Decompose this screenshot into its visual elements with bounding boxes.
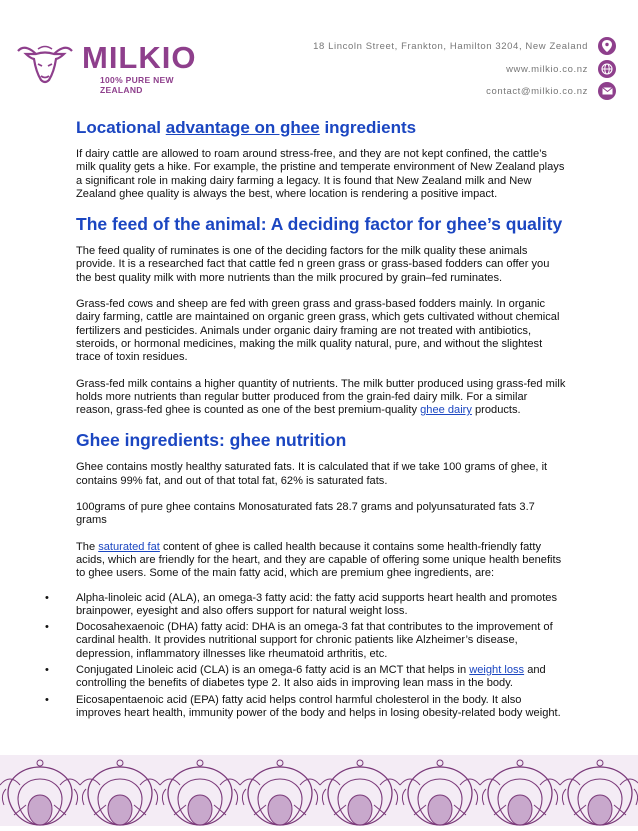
list-item-text: Conjugated Linoleic acid (CLA) is an omega-6 fatty acid is an MCT that helps in: [76, 664, 470, 677]
globe-icon: [598, 60, 616, 78]
paragraph: 100grams of pure ghee contains Monosaturated fats 28.7 grams and polyunsaturated fats 3.7 grams: [76, 501, 535, 527]
heading-text: ingredients: [319, 118, 417, 137]
contact-address: [313, 37, 616, 55]
paragraph: [76, 541, 566, 581]
contact-email[interactable]: [486, 82, 616, 100]
ghee-dairy-link[interactable]: ghee dairy: [420, 404, 472, 417]
page-header: [0, 0, 638, 110]
section-heading-nutrition: Ghee ingredients: ghee nutrition: [76, 430, 347, 451]
location-pin-icon: [598, 37, 616, 55]
list-item: [63, 592, 566, 619]
cow-head-icon: [14, 42, 76, 88]
list-item-text: Docosahexaenoic (DHA) fatty acid: DHA is an omega-3 fat that contributes to the improvement of cardinal health. It provides nutritional support for chronic patients like Alzheimer’s disease, depression, inflammatory illnesses like rheumatoid arthritis, etc.: [76, 621, 553, 660]
mail-icon: [598, 82, 616, 100]
saturated-fat-link[interactable]: saturated fat: [98, 540, 160, 553]
paragraph: Ghee contains mostly healthy saturated fats. It is calculated that if we take 100 grams of ghee, it contains 99% fat, and out of that total fat, 62% is saturated fats.: [76, 461, 548, 487]
list-item: [63, 621, 566, 661]
paragraph: [76, 378, 566, 418]
footer-mandala-border: [0, 755, 638, 826]
paragraph-text: content of ghee is called health because it contains some health-friendly fatty acids, which are friendly for the heart, and they are capable of offering some unique health benefits to ghee users. Some of the main fatty acid, which are premium ghee ingredients, are:: [76, 540, 562, 580]
paragraph: Grass-fed cows and sheep are fed with green grass and grass-based fodders mainly. In organic dairy farming, cattle are maintained on organic green grass, which gets cultivated without chemical fertilizers and pesticides. Animals under organic dairy framing are not treated with antibiotics, steroids, or hormonal medicines, making the milk quality natural, pure, and without the slightest trace of toxin residues.: [76, 298, 560, 364]
list-item: [63, 664, 566, 691]
advantage-on-ghee-link[interactable]: advantage on ghee: [165, 118, 320, 137]
list-item-text: Alpha-linoleic acid (ALA), an omega-3 fatty acid: the fatty acid supports heart health and promotes brainpower, eyesight and also offers support for natural weight loss.: [76, 591, 557, 617]
paragraph-text: The: [76, 540, 99, 553]
paragraph: If dairy cattle are allowed to roam around stress-free, and they are not kept confined, the cattle’s milk quality gets a hike. For example, the pristine and temperate environment of New Zealand plays a significant role in making dairy farming a legacy. It is found that New Zealand milk and New Zealand ghee quality is always the best, where location is rendering a positive impact.: [76, 148, 565, 200]
section-heading-location: [76, 118, 566, 138]
brand-name: MILKIO: [82, 40, 197, 75]
paragraph: The feed quality of ruminates is one of the deciding factors for the milk quality these animals provide. It is a researched fact that cattle fed n green grass or grass-based fodders can offer you the best quality milk with more nutrients than the milk procured by grain–fed ruminates.: [76, 245, 550, 284]
brand-tagline: 100% PURE NEW ZEALAND: [100, 75, 174, 95]
list-item-text: and controlling the benefits of diabetes type 2. It also aids in improving lean mass in the body.: [76, 664, 546, 690]
email-link[interactable]: contact@milkio.co.nz: [486, 85, 588, 97]
paragraph-text: products.: [471, 404, 521, 417]
mandala-ornament-icon: [0, 755, 638, 826]
weight-loss-link[interactable]: weight loss: [469, 664, 525, 677]
milkio-logo[interactable]: [14, 40, 214, 95]
fatty-acid-list: [76, 592, 566, 721]
list-item: [63, 694, 566, 721]
section-heading-feed: The feed of the animal: A deciding factor for ghee’s quality: [76, 214, 563, 235]
article-content: [76, 118, 566, 723]
paragraph-text: Grass-fed milk contains a higher quantity of nutrients. The milk butter produced using grass-fed milk holds more nutrients than regular butter produced from the grain-fed dairy milk. For a similar reason, grass-fed ghee is counted as one of the best premium-quality: [76, 377, 566, 417]
contact-website[interactable]: [506, 60, 616, 78]
heading-text: Locational: [76, 118, 166, 137]
list-item-text: Eicosapentaenoic acid (EPA) fatty acid helps control harmful cholesterol in the body. It also improves heart health, immunity power of the body and helps in losing obesity-related body weight.: [76, 693, 561, 719]
address-text: 18 Lincoln Street, Frankton, Hamilton 3204, New Zealand: [313, 40, 588, 52]
website-link[interactable]: www.milkio.co.nz: [506, 63, 588, 75]
